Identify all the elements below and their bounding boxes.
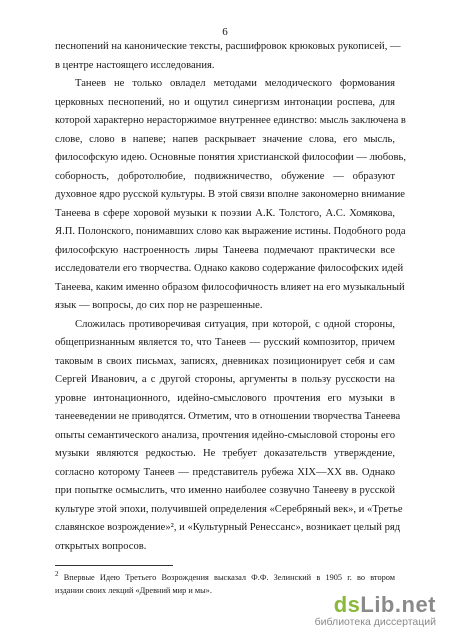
text-line-content: опыты семантического анализа, прочтения идейно-смысловой стороны его <box>55 429 395 441</box>
text-line-content: культуре этой эпохи, получившей определения «Серебряный век», и «Третье <box>55 503 403 515</box>
page-number: 6 <box>222 26 228 38</box>
watermark-logo <box>315 594 436 616</box>
footnote-separator <box>55 565 173 566</box>
text-line <box>55 445 395 464</box>
text-line-content: философскую идею. Основные понятия христианской философии — любовь, <box>55 152 406 163</box>
text-line <box>55 112 406 131</box>
footnote-text-1: Впервые Идею Третьего Возрождения высказал Ф.Ф. Зелинский в 1905 г. во втором <box>63 573 395 582</box>
text-line-content: открытых вопросов. <box>55 540 147 552</box>
text-line-content: слове, слово в напеве; напев раскрывает значение слова, его мысль, <box>55 133 395 145</box>
watermark <box>315 594 436 628</box>
text-line <box>55 427 395 446</box>
text-line-content: Танеева в сфере хоровой музыки к поэзии А.К. Толстого, А.С. Хомякова, <box>55 207 395 219</box>
footnote-line-2: издании своих лекций «Древний мир и мы». <box>55 585 212 595</box>
text-line-content: Танеева, каким именно образом философичность влияет на его музыкальный <box>55 281 405 293</box>
text-line-content: язык — вопросы, до сих пор не разрешенные. <box>55 300 263 311</box>
text-line <box>55 371 395 390</box>
text-line-content: танееведении не приводятся. Отметим, что в отношении творчества Танеева <box>55 411 401 422</box>
text-line <box>55 482 395 501</box>
text-line <box>55 186 405 205</box>
footnote-line-1 <box>55 572 395 585</box>
text-line-content: славянское возрождение»², и «Культурный Ренессанс», возникает целый ряд <box>55 522 401 533</box>
text-line <box>55 519 401 538</box>
logo-ds: ds <box>333 592 361 617</box>
text-line-content: духовное ядро русской культуры. В этой связи вполне закономерно внимание <box>55 189 405 200</box>
text-line-content: Сергей Иванович, а с другой стороны, аргументы в пользу русскости на <box>55 374 395 385</box>
text-line <box>55 464 395 483</box>
text-line-content: общепризнанным является то, что Танеев — русский композитор, причем <box>55 337 395 348</box>
logo-dot: . <box>394 592 402 617</box>
text-line <box>55 94 395 113</box>
text-line-content: Танеев не только овладел методами мелодического формования <box>75 78 395 89</box>
text-line <box>55 223 406 242</box>
text-line <box>55 131 395 150</box>
text-line-content: которой характерно нерасторжимое внутреннее единство: мысль заключена в <box>55 115 406 126</box>
text-line <box>55 205 395 224</box>
text-line-content: при попытке осмыслить, что именно наиболее созвучно Танееву в русской <box>55 485 395 496</box>
text-line-content: соборность, добротолюбие, подвижничество, обужение — образуют <box>55 170 395 182</box>
text-line-content: Сложилась противоречивая ситуация, при которой, с одной стороны, <box>75 318 395 330</box>
text-line <box>55 538 395 557</box>
text-line <box>55 353 395 372</box>
text-line-content: уровне интонационного, идейно-смыслового прочтения его музыки в <box>55 392 395 404</box>
text-line-content: в центре настоящего исследования. <box>55 59 215 71</box>
body-text <box>55 38 406 556</box>
footnote-marker: 2 <box>55 570 59 579</box>
text-line-content: согласно которому Танеев — представитель рубежа XIX—XX вв. Однако <box>55 466 395 478</box>
text-line <box>55 334 395 353</box>
text-line-content: таковым в своих письмах, записях, дневниках позиционирует себя и сам <box>55 355 395 367</box>
text-line <box>55 242 395 261</box>
text-line <box>55 279 405 298</box>
text-line-content: исследователи его творчества. Однако каково содержание философских идей <box>55 263 404 274</box>
text-line <box>55 75 395 94</box>
text-line <box>55 297 395 316</box>
text-line-content: музыки являются редкостью. Не требует доказательств утверждение, <box>55 448 395 459</box>
text-line <box>55 501 403 520</box>
text-line <box>55 57 395 76</box>
text-line <box>55 149 406 168</box>
text-line <box>55 316 395 335</box>
text-line <box>55 408 401 427</box>
text-line-content: Я.П. Полонского, понимавших слово как выражение истины. Подобного рода <box>55 226 406 237</box>
text-line-content: философскую настроенность лиры Танеева подмечают практически все <box>55 244 395 256</box>
logo-net: net <box>401 592 436 617</box>
logo-lib: Lib <box>360 592 395 617</box>
text-line <box>55 260 404 279</box>
text-line <box>55 168 395 187</box>
text-line <box>55 38 401 57</box>
text-line-content: церковных песнопений, но и ощутил синергизм интонации роспева, для <box>55 96 395 108</box>
watermark-subtitle: библиотека диссертаций <box>314 616 436 628</box>
text-line-content: песнопений на канонические тексты, расшифровок крюковых рукописей, — <box>55 41 401 52</box>
text-line <box>55 390 395 409</box>
